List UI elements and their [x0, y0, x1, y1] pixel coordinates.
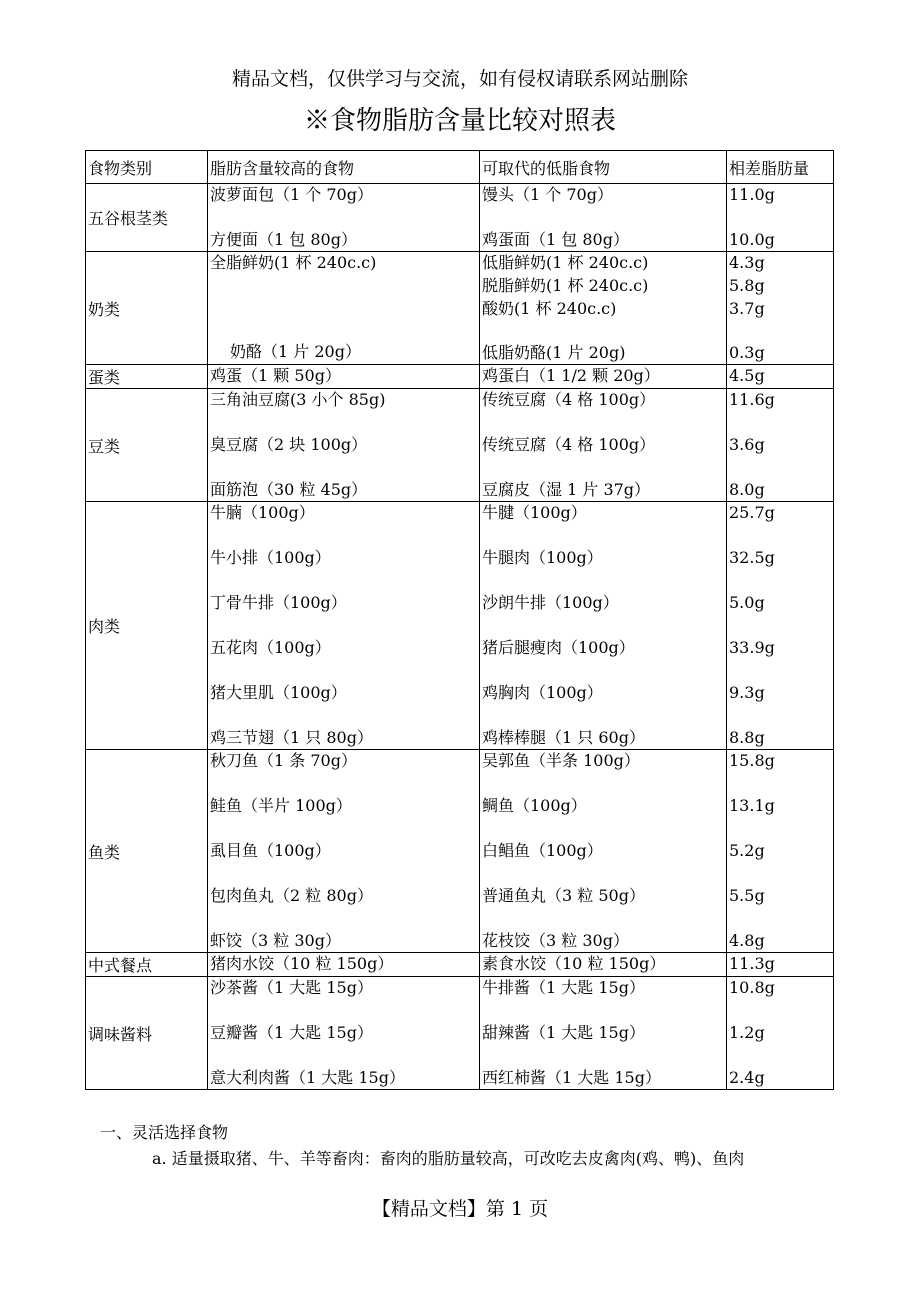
high-fat-cell — [208, 184, 480, 252]
category-cell: 肉类 — [86, 502, 208, 750]
high-fat-item: 虾饺（3 粒 30g） — [210, 931, 341, 950]
low-fat-cell — [480, 184, 727, 252]
high-fat-item: 鸡蛋（1 颗 50g） — [210, 366, 341, 385]
high-fat-cell — [208, 953, 480, 977]
low-fat-cell — [480, 750, 727, 953]
high-fat-item: 牛小排（100g） — [210, 548, 331, 567]
fat-diff-value: 11.0g — [729, 185, 775, 204]
high-fat-cell — [208, 389, 480, 502]
low-fat-item: 酸奶(1 杯 240c.c) — [482, 299, 617, 318]
table-row — [86, 389, 834, 502]
fat-diff-value: 1.2g — [729, 1023, 765, 1042]
fat-diff-value: 25.7g — [729, 503, 775, 522]
fat-diff-value: 8.8g — [729, 728, 765, 747]
fat-diff-cell — [727, 252, 834, 365]
low-fat-item: 白鲳鱼（100g） — [482, 841, 603, 860]
column-header: 可取代的低脂食物 — [480, 151, 727, 184]
table-row — [86, 502, 834, 750]
fat-diff-cell — [727, 750, 834, 953]
low-fat-item: 西红柿酱（1 大匙 15g） — [482, 1068, 661, 1087]
fat-diff-value: 4.8g — [729, 931, 765, 950]
high-fat-cell — [208, 252, 480, 365]
low-fat-item: 脱脂鲜奶(1 杯 240c.c) — [482, 276, 649, 295]
fat-diff-value: 3.6g — [729, 435, 765, 454]
category-cell: 蛋类 — [86, 365, 208, 389]
fat-diff-value: 11.6g — [729, 390, 775, 409]
fat-diff-value: 5.5g — [729, 886, 765, 905]
page-footer: 【精品文档】第 1 页 — [371, 1198, 549, 1220]
category-cell: 中式餐点 — [86, 953, 208, 977]
fat-diff-value: 10.0g — [729, 230, 775, 249]
low-fat-item: 鲷鱼（100g） — [482, 796, 587, 815]
low-fat-item: 花枝饺（3 粒 30g） — [482, 931, 629, 950]
fat-diff-value: 9.3g — [729, 683, 765, 702]
low-fat-item: 馒头（1 个 70g） — [482, 185, 613, 204]
low-fat-item: 鸡蛋面（1 包 80g） — [482, 230, 629, 249]
fat-diff-value: 13.1g — [729, 796, 775, 815]
high-fat-item: 秋刀鱼（1 条 70g） — [210, 751, 357, 770]
column-header: 相差脂肪量 — [727, 151, 834, 184]
low-fat-cell — [480, 389, 727, 502]
low-fat-item: 猪后腿瘦肉（100g） — [482, 638, 635, 657]
high-fat-cell — [208, 750, 480, 953]
high-fat-item: 豆瓣酱（1 大匙 15g） — [210, 1023, 373, 1042]
low-fat-item: 低脂鲜奶(1 杯 240c.c) — [482, 253, 649, 272]
low-fat-item: 素食水饺（10 粒 150g） — [482, 954, 666, 973]
low-fat-item: 鸡棒棒腿（1 只 60g） — [482, 728, 645, 747]
low-fat-item: 鸡蛋白（1 1/2 颗 20g） — [482, 366, 660, 385]
low-fat-cell — [480, 502, 727, 750]
high-fat-item: 全脂鲜奶(1 杯 240c.c) — [210, 253, 377, 272]
table-row — [86, 953, 834, 977]
low-fat-item: 普通鱼丸（3 粒 50g） — [482, 886, 645, 905]
table-row — [86, 184, 834, 252]
fat-diff-value: 5.2g — [729, 841, 765, 860]
high-fat-cell — [208, 502, 480, 750]
high-fat-item: 包肉鱼丸（2 粒 80g） — [210, 886, 373, 905]
low-fat-cell — [480, 252, 727, 365]
fat-diff-value: 10.8g — [729, 978, 775, 997]
high-fat-item: 面筋泡（30 粒 45g） — [210, 480, 368, 499]
high-fat-item: 猪肉水饺（10 粒 150g） — [210, 954, 394, 973]
high-fat-item: 猪大里肌（100g） — [210, 683, 347, 702]
fat-diff-cell — [727, 502, 834, 750]
high-fat-item: 五花肉（100g） — [210, 638, 331, 657]
fat-comparison-table — [85, 150, 834, 1090]
fat-diff-value: 0.3g — [729, 343, 765, 362]
low-fat-item: 传统豆腐（4 格 100g） — [482, 390, 656, 409]
high-fat-item: 鲑鱼（半片 100g） — [210, 796, 352, 815]
low-fat-item: 豆腐皮（湿 1 片 37g） — [482, 480, 651, 499]
fat-diff-value: 32.5g — [729, 548, 775, 567]
fat-diff-cell — [727, 953, 834, 977]
high-fat-item: 沙茶酱（1 大匙 15g） — [210, 978, 373, 997]
high-fat-item: 牛腩（100g） — [210, 503, 315, 522]
high-fat-item: 虱目鱼（100g） — [210, 841, 331, 860]
low-fat-item: 牛腿肉（100g） — [482, 548, 603, 567]
fat-diff-cell — [727, 184, 834, 252]
low-fat-cell — [480, 953, 727, 977]
table-row — [86, 750, 834, 953]
high-fat-item: 三角油豆腐(3 小个 85g) — [210, 390, 386, 409]
fat-diff-value: 15.8g — [729, 751, 775, 770]
section-heading: 一、灵活选择食物 — [100, 1123, 229, 1142]
high-fat-item: 丁骨牛排（100g） — [210, 593, 347, 612]
table-row — [86, 977, 834, 1090]
fat-diff-value: 2.4g — [729, 1068, 765, 1087]
low-fat-item: 传统豆腐（4 格 100g） — [482, 435, 656, 454]
low-fat-item: 甜辣酱（1 大匙 15g） — [482, 1023, 645, 1042]
high-fat-cell — [208, 365, 480, 389]
fat-diff-value: 8.0g — [729, 480, 765, 499]
column-header: 食物类别 — [86, 151, 208, 184]
fat-diff-value: 4.3g — [729, 253, 765, 272]
high-fat-item: 波萝面包（1 个 70g） — [210, 185, 373, 204]
table-row — [86, 252, 834, 365]
table-row — [86, 365, 834, 389]
page-title: ※食物脂肪含量比较对照表 — [303, 106, 616, 136]
low-fat-item: 吴郭鱼（半条 100g） — [482, 751, 640, 770]
fat-diff-cell — [727, 365, 834, 389]
low-fat-item: 低脂奶酪(1 片 20g) — [482, 343, 626, 362]
high-fat-item: 奶酪（1 片 20g） — [230, 342, 361, 361]
fat-diff-value: 5.8g — [729, 276, 765, 295]
high-fat-item: 臭豆腐（2 块 100g） — [210, 435, 368, 454]
category-cell: 豆类 — [86, 389, 208, 502]
fat-diff-cell — [727, 977, 834, 1090]
low-fat-item: 牛排酱（1 大匙 15g） — [482, 978, 645, 997]
table-header-row — [86, 151, 834, 184]
fat-diff-value: 4.5g — [729, 366, 765, 385]
fat-diff-value: 33.9g — [729, 638, 775, 657]
column-header: 脂肪含量较高的食物 — [208, 151, 480, 184]
paragraph-a: a. 适量摄取猪、牛、羊等畜肉：畜肉的脂肪量较高，可改吃去皮禽肉(鸡、鸭)、鱼肉 — [152, 1149, 745, 1168]
fat-diff-value: 3.7g — [729, 299, 765, 318]
category-cell: 奶类 — [86, 252, 208, 365]
high-fat-item: 鸡三节翅（1 只 80g） — [210, 728, 373, 747]
category-cell: 鱼类 — [86, 750, 208, 953]
low-fat-cell — [480, 365, 727, 389]
fat-diff-cell — [727, 389, 834, 502]
high-fat-item: 意大利肉酱（1 大匙 15g） — [210, 1068, 405, 1087]
low-fat-item: 鸡胸肉（100g） — [482, 683, 603, 702]
category-cell: 调味酱料 — [86, 977, 208, 1090]
low-fat-cell — [480, 977, 727, 1090]
high-fat-cell — [208, 977, 480, 1090]
fat-diff-value: 11.3g — [729, 954, 775, 973]
fat-diff-value: 5.0g — [729, 593, 765, 612]
category-cell: 五谷根茎类 — [86, 184, 208, 252]
high-fat-item: 方便面（1 包 80g） — [210, 230, 357, 249]
low-fat-item: 牛腱（100g） — [482, 503, 587, 522]
low-fat-item: 沙朗牛排（100g） — [482, 593, 619, 612]
header-note: 精品文档，仅供学习与交流，如有侵权请联系网站删除 — [231, 68, 688, 90]
